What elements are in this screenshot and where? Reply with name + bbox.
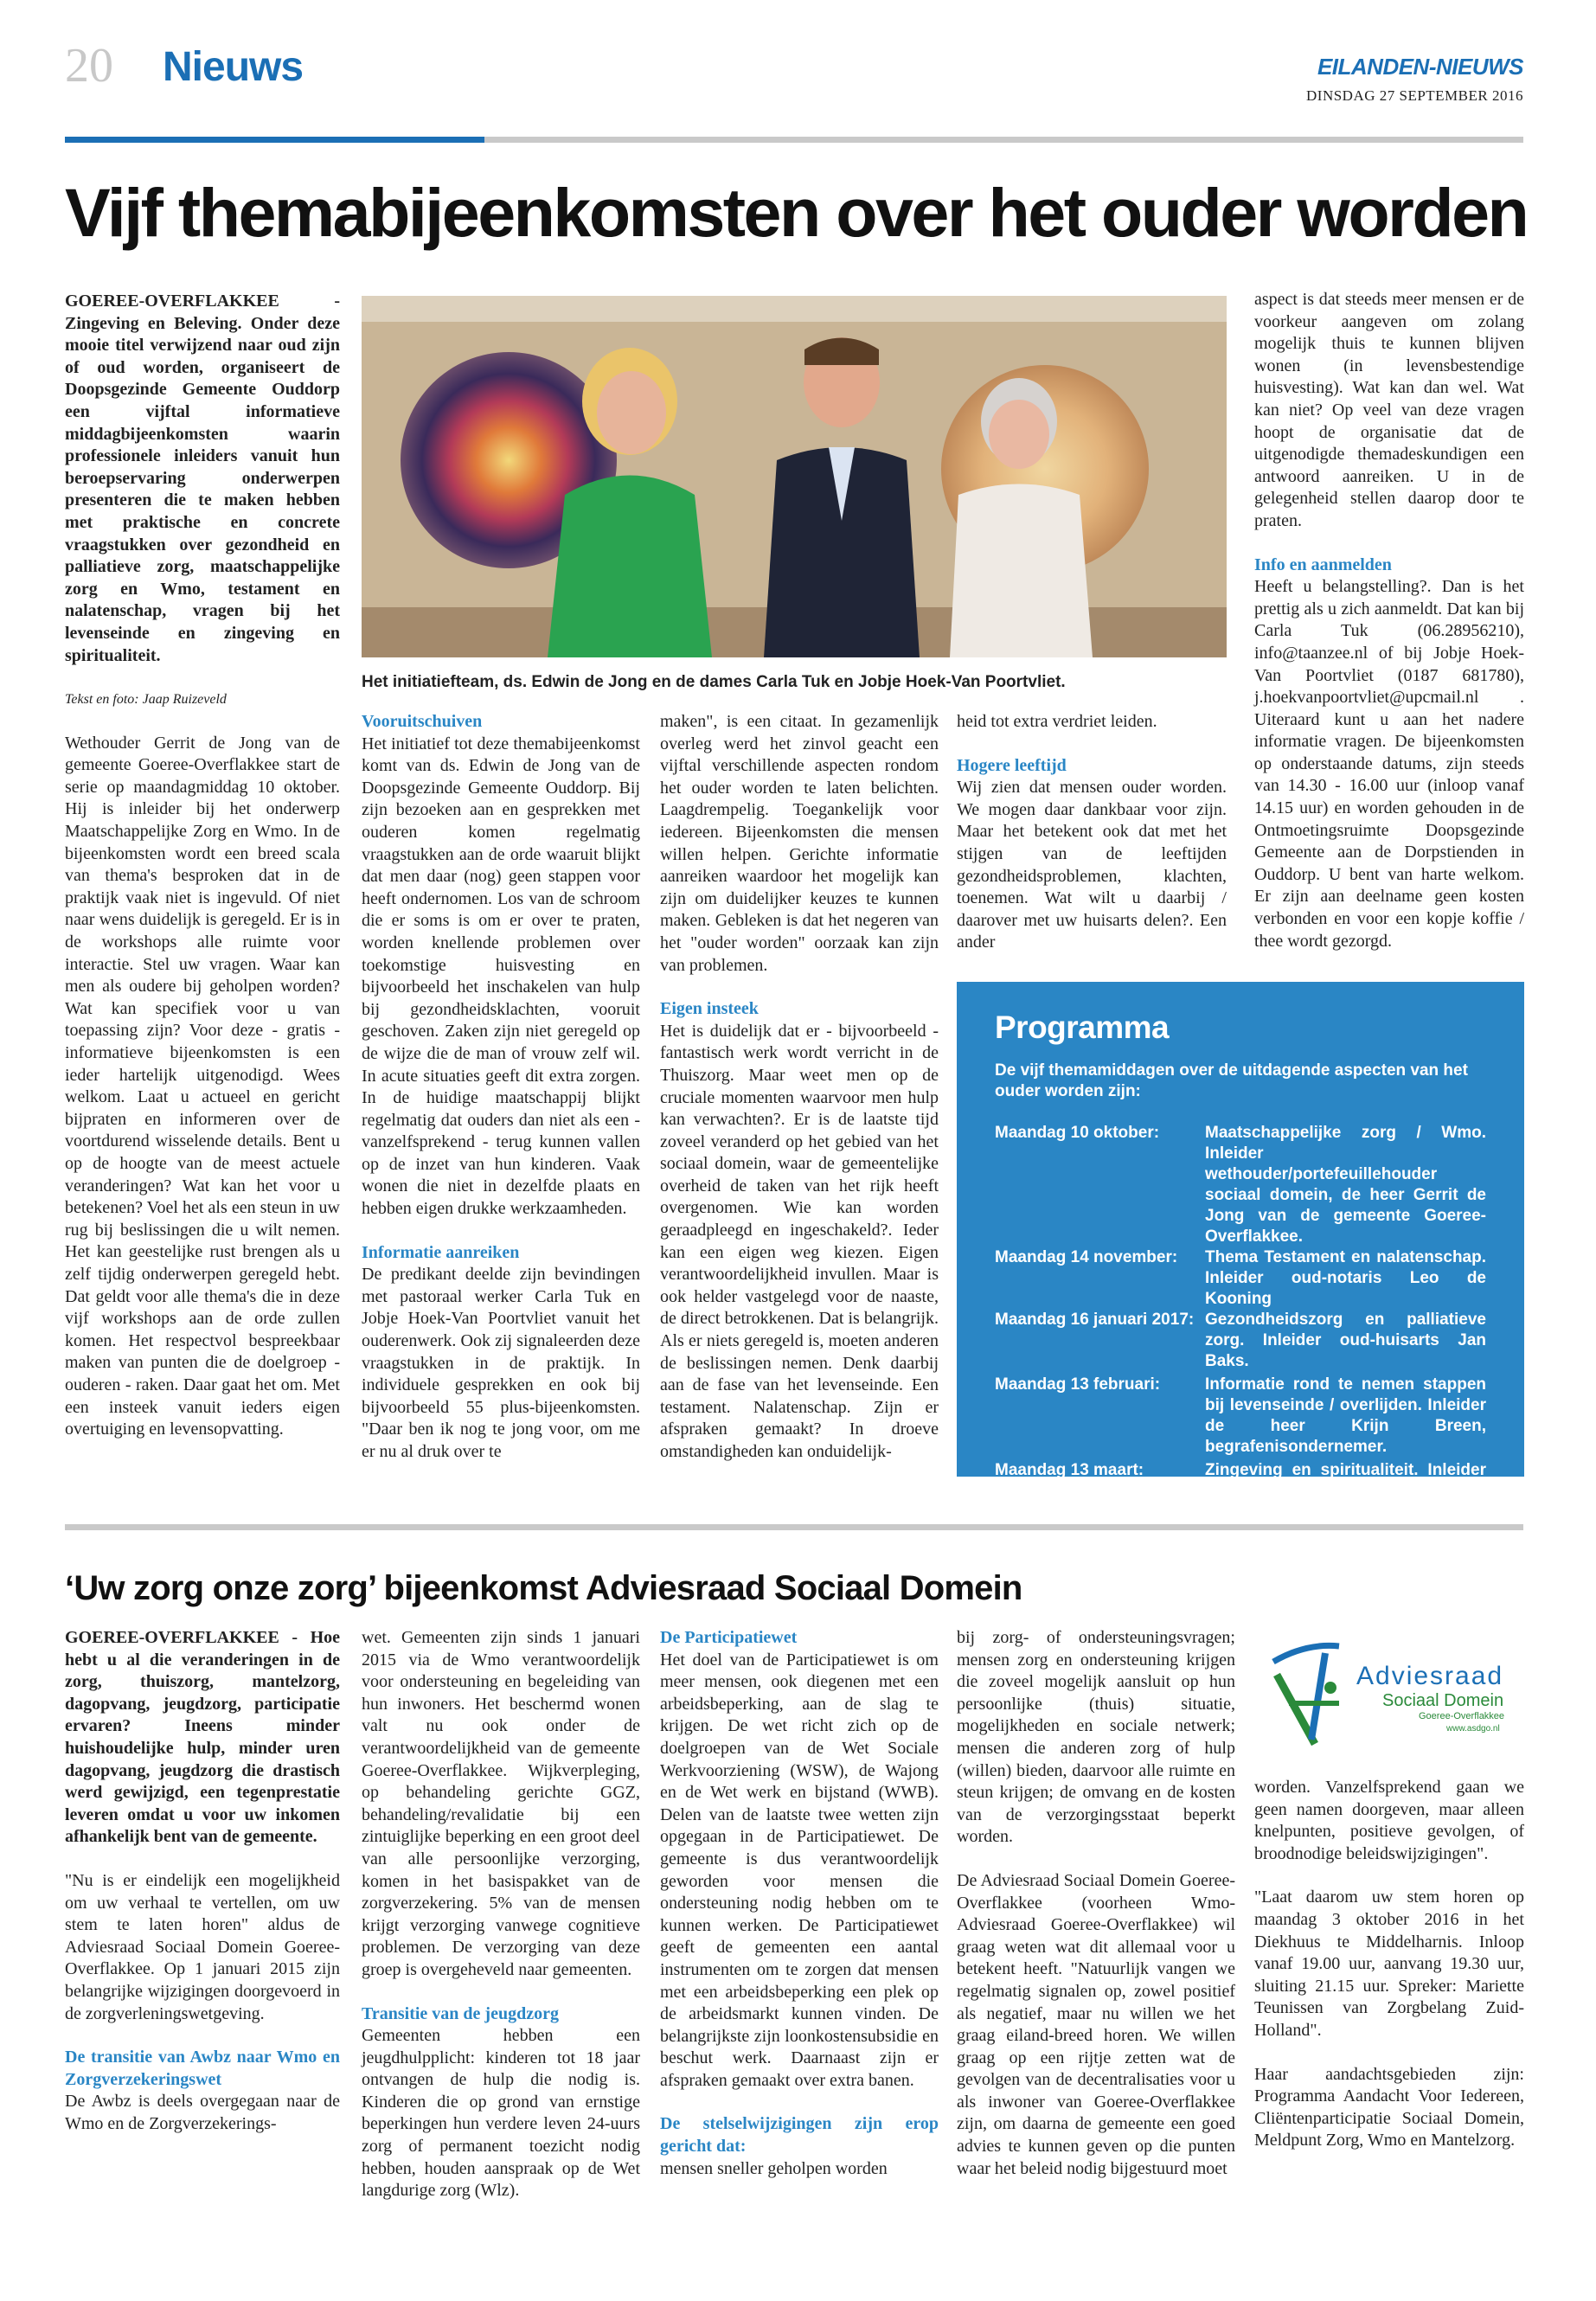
body-paragraph: maken", is een citaat. In gezamenlijk overleg werd het zinvol geacht een vijftal verschillende aspecten rondom het ouder worden te laten belichten. Laagdrempelig. Toegankelijk voor iedereen. Bijeenkomsten die mensen willen helpen. Gerichte informatie aanreiken waardoor het mogelijk kan zijn om duidelijker keuzes te kunnen maken. Gebleken is dat het negeren van het "ouder worden" oorzaak kan zijn van problemen.	[660, 712, 939, 975]
article2-column-1	[65, 1627, 340, 2135]
body-paragraph: "Nu is er eindelijk een mogelijkheid om uw verhaal te vertellen, om uw stem te laten horen" aldus de Adviesraad Sociaal Domein Goeree-Overflakkee. Op 1 januari 2015 zijn belangrijke wijzigingen doorgevoerd in de zorgverleningswetgeving.	[65, 1870, 340, 2023]
body-paragraph: heid tot extra verdriet leiden.	[957, 712, 1157, 731]
body-paragraph: Het doel van de Participatiewet is om meer mensen, ook diegenen met een arbeidsbeperking, aan de slag te krijgen. De wet richt zich op de doelgroepen van de Wet Sociale Werkvoorziening (WSW), de Wajong en de Wet werk en bijstand (WWB). Delen van de laatste twee wetten zijn opgegaan in de Participatiewet. De gemeente is dus verantwoordelijk geworden voor mensen die ondersteuning nodig hebben om te kunnen werken. De Participatiewet geeft de gemeenten een aantal instrumenten om te zorgen dat mensen met een arbeidsbeperking een plek op de arbeidsmarkt kunnen vinden. De belangrijkste zijn loonkostensubsidie en beschut werk. Daarnaast zijn er afspraken gemaakt over extra banen.	[660, 1650, 939, 2090]
article2-column-4	[957, 1627, 1235, 2180]
article1-column-3	[660, 711, 939, 1464]
programma-date: Maandag 14 november:	[995, 1248, 1178, 1266]
article2-column-3	[660, 1627, 939, 2180]
programma-text: Maatschappelijke zorg / Wmo. Inleider wethouder/portefeuillehouder sociaal domein, de heer Gerrit de Jong van de gemeente Goeree-Overflakkee.	[1205, 1124, 1486, 1246]
body-paragraph: worden. Vanzelfsprekend gaan we geen namen doorgeven, maar alleen knelpunten, positieve gevolgen, of broodnodige beleidswijzigingen".	[1254, 1778, 1524, 1863]
programma-item	[995, 1460, 1486, 1502]
article-photo	[362, 296, 1227, 657]
section-title: Nieuws	[163, 44, 304, 90]
body-paragraph: mensen sneller geholpen worden	[660, 2158, 888, 2178]
article2-title: ‘Uw zorg onze zorg’ bijeenkomst Adviesraad Sociaal Domein	[65, 1569, 1022, 1607]
programma-item	[995, 1123, 1486, 1247]
article-divider	[65, 1524, 1523, 1530]
issue-date: DINSDAG 27 SEPTEMBER 2016	[1306, 87, 1523, 104]
programma-box	[957, 982, 1524, 1500]
subheading-transitie-awbz: De transitie van Awbz naar Wmo en Zorgverzekeringswet	[65, 2048, 340, 2089]
article2-column-2	[362, 1627, 640, 2202]
page-number: 20	[65, 39, 113, 93]
body-paragraph: bij zorg- of ondersteuningsvragen; mensen zorg en ondersteuning krijgen die zoveel mogelijk aansluit op hun persoonlijke (thuis) situatie, mogelijkheden en sociale netwerk; mensen die anderen zorg of hulp (willen) bieden, daarvoor alle ruimte en steun krijgen; de omvang en de kosten van de verzorgingsstaat beperkt worden.	[957, 1628, 1235, 1847]
programma-item	[995, 1375, 1486, 1458]
subheading-hogere-leeftijd: Hogere leeftijd	[957, 755, 1067, 775]
body-paragraph: Heeft u belangstelling?. Dan is het prettig als u zich aanmeldt. Dat kan bij Carla Tuk (06.28956210), info@taanzee.nl of bij Jobje Hoek-Van Poortvliet (0187 681780), j.hoekvanpoortvliet@upcmail.nl . Uiteraard kunt u aan het nadere informatie vragen. De bijeenkomsten op onderstaande datums, zijn steeds van 14.30 - 16.00 uur (inloop vanaf 14.15 uur) en worden gehouden in de Ontmoetingsruimte Doopsgezinde Gemeente aan de Dorpstienden in Ouddorp. U bent van harte welkom. Er zijn aan deelname geen kosten verbonden en voor een kopje koffie / thee wordt gezorgd.	[1254, 577, 1524, 951]
body-paragraph: Het initiatief tot deze themabijeenkomst komt van ds. Edwin de Jong van de Doopsgezinde Gemeente Ouddorp. Bij zijn bezoeken aan en gesprekken met ouderen komen regelmatig vraagstukken aan de orde waaruit blijkt dat men daar (nog) geen stappen voor heeft ondernomen. Los van de schroom die er soms is om er over te praten, worden knellende problemen over toekomstige huisvesting en bijvoorbeeld het inschakelen van hulp bij gezondheidsklachten, vooruit geschoven. Zaken zijn niet geregeld op de wijze die de man of vrouw zelf wil. In acute situaties geeft dit extra zorgen. In de huidige maatschappij blijkt regelmatig dat ouders dan niet als een - vanzelfsprekend - terug kunnen vallen op de inzet van hun kinderen. Vaak wonen die niet in dezelfde plaats en hebben eigen drukke werkzaamheden.	[362, 734, 640, 1219]
programma-date: Maandag 13 februari:	[995, 1375, 1161, 1394]
article-title: Vijf themabijeenkomsten over het ouder worden	[65, 174, 1528, 251]
subheading-vooruitschuiven: Vooruitschuiven	[362, 712, 483, 731]
body-paragraph: aspect is dat steeds meer mensen er de voorkeur aangeven om zolang mogelijk thuis te kunnen blijven wonen (in levensbestendige huisvesting). Wat kan dan wel. Wat kan niet? Op veel van deze vragen hoopt de organisatie dat de uitgenodigde themadeskundigen een antwoord aanreiken. U in de gelegenheid stellen daarop door te praten.	[1254, 290, 1524, 530]
subheading-informatie: Informatie aanreiken	[362, 1242, 520, 1262]
programma-date: Maandag 16 januari 2017:	[995, 1311, 1195, 1329]
article-lead: GOEREE-OVERFLAKKEE - Zingeving en Beleving. Onder deze mooie titel verwijzend naar oud zijn of oud worden, organiseert de Doopsgezinde Gemeente Ouddorp een vijftal informatieve middagbijeenkomsten waarin professionele inleiders vanuit hun beroepservaring onderwerpen presenteren die te maken hebben met praktische en concrete vraagstukken over gezondheid en palliatieve zorg, maatschappelijke zorg en Wmo, testament en nalatenschap, vragen bij het levenseinde en zingeving en spiritualiteit.	[65, 292, 340, 665]
subheading-participatiewet: De Participatiewet	[660, 1628, 798, 1647]
photo-illustration	[362, 296, 1227, 657]
article1-column-2	[362, 711, 640, 1464]
photo-caption: Het initiatiefteam, ds. Edwin de Jong en de dames Carla Tuk en Jobje Hoek-Van Poortvliet.	[362, 673, 1066, 691]
article1-column-5	[1254, 289, 1524, 952]
header-rule-accent	[65, 137, 484, 143]
programma-date: Maandag 10 oktober:	[995, 1124, 1160, 1142]
subheading-eigen-insteek: Eigen insteek	[660, 999, 759, 1019]
body-paragraph: wet. Gemeenten zijn sinds 1 januari 2015 via de Wmo verantwoordelijk voor ondersteuning en begeleiding van hun inwoners. Het beschermd wonen valt nu ook onder de verantwoordelijkheid van de gemeente Goeree-Overflakkee. Wijkverpleging, op behandeling gerichte GGZ, behandeling/revalidatie bij een zintuiglijke beperking en een groot deel van alle persoonlijke verzorging, komen in het basispakket van de zorgverzekering. 5% van de mensen krijgt verzorging vanwege cognitieve problemen. De verzorging van deze groep is overgeheveld naar gemeenten.	[362, 1628, 640, 1979]
programma-item	[995, 1310, 1486, 1372]
article1-column-4	[957, 711, 1227, 954]
subheading-stelselwijzigingen: De stelselwijzigingen zijn erop gericht dat:	[660, 2114, 939, 2157]
logo-line-3: Goeree-Overflakkee	[1419, 1711, 1505, 1721]
body-paragraph: Wij zien dat mensen ouder worden. We mogen daar dankbaar voor zijn. Maar het betekent ook dat met het stijgen van de leeftijden gezondheidsproblemen, klachten, toenemen. Wat wilt u daarbij / daarover met uw huisarts delen?. Een ander	[957, 778, 1227, 952]
body-paragraph: De Adviesraad Sociaal Domein Goeree-Overflakkee (voorheen Wmo-Adviesraad Goeree-Overflakkee) wil graag weten wat dit allemaal voor u betekent heeft. "Natuurlijk vangen we regelmatig signalen op, zowel positief als negatief, maar nu willen we het graag eiland-breed horen. We willen graag op een rijtje zetten wat de gevolgen van de decentralisaties voor u als inwoner van Goeree-Overflakkee zijn, om daarna de gemeente een goed advies te kunnen geven op die punten waar het beleid nodig bijgestuurd moet	[957, 1870, 1235, 2178]
body-paragraph: De predikant deelde zijn bevindingen met pastoraal werker Carla Tuk en Jobje Hoek-Van Poortvliet vanuit het ouderenwerk. Ook zij signaleerden deze vraagstukken in de praktijk. In individuele gesprekken en ook bij bijvoorbeeld 55 plus-bijeenkomsten. "Daar ben ik nog te jong voor, om me er nu al druk over te	[362, 1265, 640, 1461]
body-paragraph: Haar aandachtsgebieden zijn: Programma Aandacht Voor Iedereen, Cliëntenparticipatie Sociaal Domein, Meldpunt Zorg, Wmo en Mantelzorg.	[1254, 2064, 1524, 2150]
subheading-info-aanmelden: Info en aanmelden	[1254, 554, 1392, 574]
body-paragraph: "Laat daarom uw stem horen op maandag 3 oktober 2016 in het Diekhuus te Middelharnis. Inloop vanaf 19.00 uur, aanvang 19.30 uur, sluiting 21.15 uur. Spreker: Mariette Teunissen van Zorgbelang Zuid-Holland".	[1254, 1888, 1524, 2040]
programma-text: Zingeving en spiritualiteit. Inleider ds. Edwin de Jong.	[1205, 1461, 1486, 1500]
programma-text: Thema Testament en nalatenschap. Inleider oud-notaris Leo de Kooning	[1205, 1248, 1486, 1308]
body-paragraph: Het is duidelijk dat er - bijvoorbeeld - fantastisch werk wordt verricht in de Thuiszorg. Maar weet men op de cruciale momenten waarvoor men hulp kan verwachten?. Er is de laatste tijd zoveel veranderd op het gebied van het sociaal domein, waar de gemeentelijke overheid de taken van het rijk heeft overgenomen. Wie kan worden geraadpleegd en ingeschakeld?. Ieder kan een eigen weg kiezen. Eigen verantwoordelijkheid invullen. Maar is ook helder vastgelegd voor de naaste, de direct betrokkenen. Dat is belangrijk. Als er niets geregeld is, moeten anderen de beslissingen nemen. Denk daarbij aan de fase van het levenseinde. Een testament. Nalatenschap. Zijn er afspraken gemaakt? In droeve omstandigheden kan onduidelijk-	[660, 1021, 939, 1461]
logo-line-2: Sociaal Domein	[1382, 1691, 1504, 1710]
article2-column-5	[1254, 1777, 1524, 2152]
adviesraad-logo	[1254, 1627, 1524, 1761]
logo-line-4: www.asdgo.nl	[1446, 1724, 1500, 1734]
programma-item	[995, 1247, 1486, 1310]
programma-intro: De vijf themamiddagen over de uitdagende aspecten van het ouder worden zijn:	[995, 1061, 1468, 1100]
photo-credit: Tekst en foto: Jaap Ruizeveld	[65, 692, 227, 708]
brand-logo: EILANDEN-NIEUWS	[1317, 54, 1523, 80]
subheading-jeugdzorg: Transitie van de jeugdzorg	[362, 2003, 559, 2023]
body-paragraph: Gemeenten hebben een jeugdhulpplicht: kinderen tot 18 jaar ontvangen de hulp die nodig is. Kinderen die op grond van ernstige beperkingen hun verdere leven 24-uurs zorg of permanent toezicht nodig hebben, houden aanspraak op de Wet langdurige zorg (Wlz).	[362, 2026, 640, 2201]
article1-column-1	[65, 291, 340, 1463]
body-paragraph: Wethouder Gerrit de Jong van de gemeente Goeree-Overflakkee start de serie op maandagmiddag 10 oktober. Hij is inleider bij het onderwerp Maatschappelijke Zorg en Wmo. In de bijeenkomsten wordt een breed scala van thema's besproken dat in de praktijk vaak niet is ingevuld. Of niet naar wens duidelijk is geregeld. Er is in de workshops alle ruimte voor interactie. Stel uw vragen. Waar kan men als oudere bij geholpen worden? Wat kan specifiek voor u van toepassing zijn? Voor deze - gratis - informatieve bijeenkomsten is een ieder hartelijk uitgenodigd. Wees welkom. Laat u actueel en gericht bijpraten en informeren over de voortdurend wisselende details. Bent u op de hoogte van de meest actuele veranderingen? Wat kan het voor u betekenen? Voel het als een steun in uw rug bij beslissingen die u wilt nemen. Het kan geestelijke rust brengen als u zelf tijdig onderwerpen geregeld hebt. Dat geldt voor alle thema's die in deze vijf workshops aan de orde zullen komen. Het respectvol bespreekbaar maken van punten die de doelgroep - ouderen - raken. Daar gaat het om. Met een insteek vanuit ieders eigen overtuiging en levensopvatting.	[65, 733, 340, 1439]
programma-text: Informatie rond te nemen stappen bij levenseinde / overlijden. Inleider de heer Krijn Breen, begrafenisondernemer.	[1205, 1375, 1486, 1456]
logo-line-1: Adviesraad	[1356, 1662, 1504, 1690]
programma-date: Maandag 13 maart:	[995, 1461, 1144, 1479]
body-paragraph: De Awbz is deels overgegaan naar de Wmo en de Zorgverzekerings-	[65, 2092, 340, 2133]
programma-text: Gezondheidszorg en palliatieve zorg. Inleider oud-huisarts Jan Baks.	[1205, 1311, 1486, 1370]
article2-lead: GOEREE-OVERFLAKKEE - Hoe hebt u al die veranderingen in de zorg, thuiszorg, mantelzorg, dagopvang, jeugdzorg, participatie ervaren? Ineens minder huishoudelijke hulp, minder uren dagopvang, jeugdzorg die drastisch werd gewijzigd, een tegenprestatie leveren omdat u voor uw inkomen afhankelijk bent van de gemeente.	[65, 1628, 340, 1847]
programma-title: Programma	[995, 1009, 1170, 1045]
